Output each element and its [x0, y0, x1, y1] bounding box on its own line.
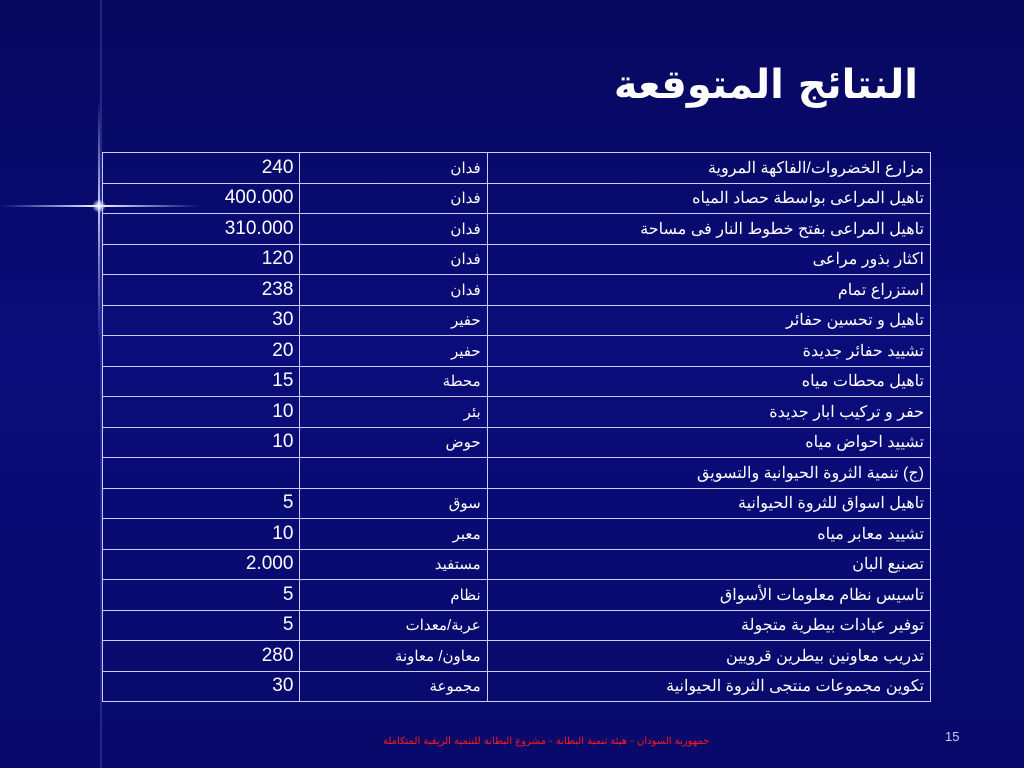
row-value: 10 [103, 519, 300, 550]
row-description: حفر و تركيب ابار جديدة [487, 397, 930, 428]
table-row [103, 336, 931, 367]
row-value: 20 [103, 336, 300, 367]
row-unit: عربة/معدات [300, 610, 487, 641]
row-value: 238 [103, 275, 300, 306]
light-flare-vertical [98, 100, 100, 350]
row-value: 2.000 [103, 549, 300, 580]
row-description: مزارع الخضروات/الفاكهة المروية [487, 153, 930, 184]
table-row [103, 244, 931, 275]
row-description: تاسيس نظام معلومات الأسواق [487, 580, 930, 611]
row-unit: معبر [300, 519, 487, 550]
table-row [103, 580, 931, 611]
table-row [103, 214, 931, 245]
row-unit: حوض [300, 427, 487, 458]
row-description: تشييد حفائر جديدة [487, 336, 930, 367]
row-description: اكثار بذور مراعى [487, 244, 930, 275]
table-row [103, 427, 931, 458]
row-value: 5 [103, 488, 300, 519]
row-unit: مستفيد [300, 549, 487, 580]
slide-footer: جمهورية السودان - هيئة تنمية البطانة - مشروع البطانة للتنمية الريفية المتكاملة [383, 736, 710, 747]
row-value: 10 [103, 397, 300, 428]
table-row [103, 641, 931, 672]
row-value: 30 [103, 671, 300, 702]
row-unit: حفير [300, 336, 487, 367]
table-row [103, 519, 931, 550]
row-unit: مجموعة [300, 671, 487, 702]
row-value: 10 [103, 427, 300, 458]
slide-title: النتائج المتوقعة [613, 62, 918, 108]
row-description: تدريب معاونين بيطرين قرويين [487, 641, 930, 672]
row-unit: سوق [300, 488, 487, 519]
row-description: تاهيل المراعى بفتح خطوط النار فى مساحة [487, 214, 930, 245]
row-unit: حفير [300, 305, 487, 336]
row-value [103, 458, 300, 489]
table-row [103, 610, 931, 641]
row-value: 15 [103, 366, 300, 397]
row-description: تكوين مجموعات منتجى الثروة الحيوانية [487, 671, 930, 702]
table-row [103, 549, 931, 580]
table-row [103, 305, 931, 336]
row-unit: فدان [300, 214, 487, 245]
row-unit: فدان [300, 244, 487, 275]
row-value: 5 [103, 580, 300, 611]
row-value: 400.000 [103, 183, 300, 214]
row-unit: فدان [300, 153, 487, 184]
row-description: توفير عيادات بيطرية متجولة [487, 610, 930, 641]
row-description: تاهيل و تحسين حفائر [487, 305, 930, 336]
section-heading: (ج) تنمية الثروة الحيوانية والتسويق [487, 458, 930, 489]
table-section-row [103, 458, 931, 489]
table-row [103, 397, 931, 428]
row-unit: معاون/ معاونة [300, 641, 487, 672]
results-table [102, 152, 931, 702]
row-description: تصنيع البان [487, 549, 930, 580]
row-value: 240 [103, 153, 300, 184]
table-row [103, 183, 931, 214]
table-row [103, 671, 931, 702]
row-description: تشييد احواض مياه [487, 427, 930, 458]
row-unit: محطة [300, 366, 487, 397]
row-description: استزراع تمام [487, 275, 930, 306]
row-description: تاهيل المراعى بواسطة حصاد المياه [487, 183, 930, 214]
row-unit: فدان [300, 275, 487, 306]
row-unit [300, 458, 487, 489]
row-unit: فدان [300, 183, 487, 214]
table-row [103, 275, 931, 306]
row-description: تشييد معابر مياه [487, 519, 930, 550]
table-row [103, 488, 931, 519]
table-row [103, 153, 931, 184]
row-description: تاهيل اسواق للثروة الحيوانية [487, 488, 930, 519]
row-value: 120 [103, 244, 300, 275]
row-description: تاهيل محطات مياه [487, 366, 930, 397]
row-unit: نظام [300, 580, 487, 611]
row-value: 30 [103, 305, 300, 336]
row-value: 5 [103, 610, 300, 641]
page-number: 15 [945, 729, 960, 744]
row-value: 310.000 [103, 214, 300, 245]
row-unit: بئر [300, 397, 487, 428]
table-row [103, 366, 931, 397]
row-value: 280 [103, 641, 300, 672]
